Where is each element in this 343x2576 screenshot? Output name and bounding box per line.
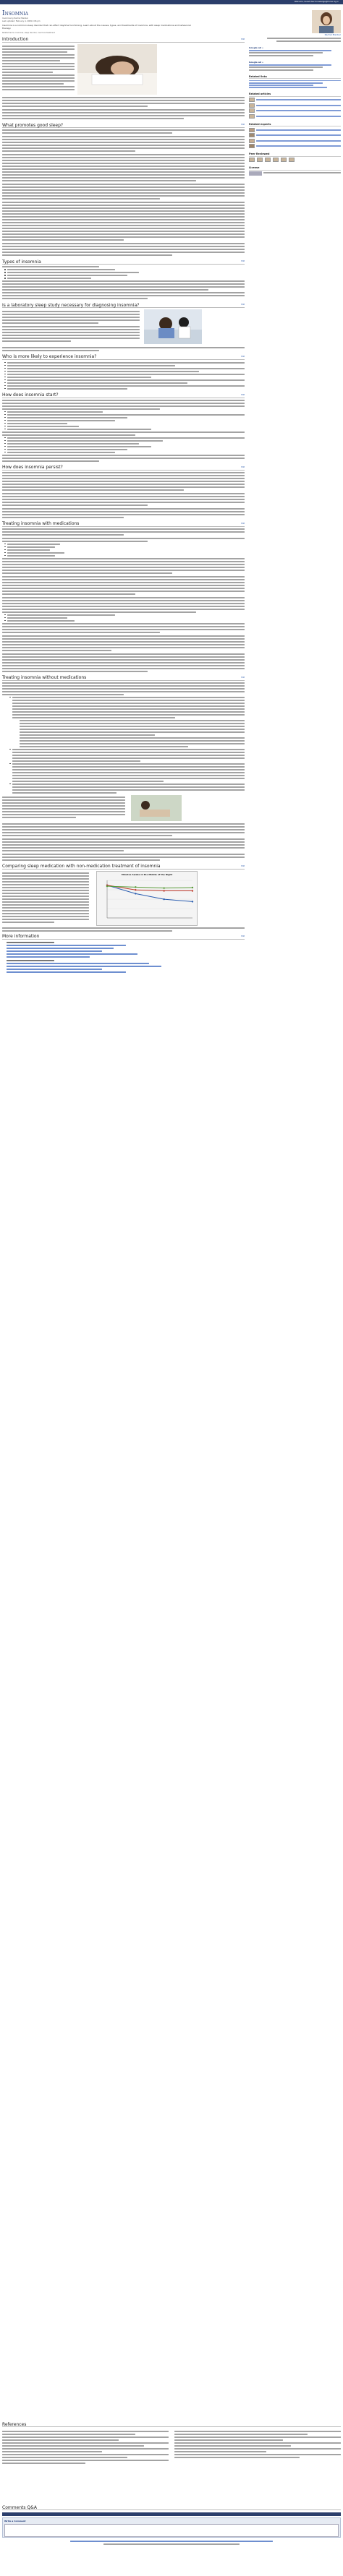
list-item <box>4 420 245 421</box>
write-comment-label: Write a Comment <box>4 2520 26 2523</box>
lab-study-text <box>2 311 140 345</box>
edit-link[interactable]: Edit <box>241 393 245 396</box>
types-list <box>2 269 245 279</box>
data-point <box>135 893 136 894</box>
section-who-likely <box>2 355 245 390</box>
references-column-1 <box>2 2431 169 2465</box>
edit-link[interactable]: Edit <box>241 676 245 679</box>
list-item <box>4 365 245 366</box>
list-item <box>4 617 245 619</box>
list-item <box>4 269 245 270</box>
license-title: License <box>249 166 341 171</box>
list-item[interactable] <box>249 98 341 102</box>
list-item[interactable] <box>249 80 341 82</box>
data-point <box>192 901 193 902</box>
list-item <box>4 449 245 450</box>
list-item <box>4 552 245 554</box>
google-ad-2[interactable]: Google ad » <box>249 61 341 71</box>
list-item <box>4 440 245 442</box>
list-item <box>4 385 245 387</box>
list-item[interactable] <box>249 85 341 86</box>
section-how-start <box>2 393 245 462</box>
page-title: Insomnia <box>2 10 28 17</box>
chart-title: Minutes Awake in the Middle of the Night <box>121 872 173 876</box>
section-title: Treating insomnia with medications <box>2 521 80 527</box>
author-photo <box>312 10 341 33</box>
article-author[interactable]: Insomnia by Rachel Manber <box>2 17 28 20</box>
data-point <box>135 889 136 890</box>
data-point <box>192 890 193 891</box>
section-types <box>2 259 245 299</box>
intro-text <box>2 46 75 96</box>
list-item <box>9 697 245 698</box>
list-item <box>4 374 245 375</box>
section-comparison <box>2 864 245 931</box>
related-links-title: Related links <box>249 75 341 80</box>
article-date: Last updated: February 4, 2009 2:06 pm <box>2 20 41 22</box>
list-item <box>4 437 245 439</box>
list-item <box>4 620 245 622</box>
section-title: Types of insomnia <box>2 259 41 265</box>
comment-textarea[interactable] <box>4 2524 339 2537</box>
list-item <box>4 423 245 424</box>
footer-links[interactable] <box>2 2541 341 2545</box>
list-item <box>4 388 245 390</box>
section-title: Introduction <box>2 37 29 43</box>
section-title: Who is more likely to experience insomnia? <box>2 354 97 360</box>
section-comments <box>2 2505 341 2545</box>
section-lab-study <box>2 303 245 351</box>
section-good-sleep <box>2 123 245 256</box>
section-introduction <box>2 38 245 120</box>
author-name[interactable]: Rachel Manber <box>324 33 341 36</box>
data-point <box>163 887 164 888</box>
intro-photo <box>77 44 157 96</box>
user-links[interactable]: Welcome, Guest User Knowledge@Home log in <box>294 1 339 3</box>
who-likely-list <box>2 362 245 390</box>
section-without-medications <box>2 676 245 861</box>
data-point <box>106 885 108 886</box>
comparison-text <box>2 872 89 926</box>
sleep-lab-image <box>144 309 202 344</box>
data-point <box>135 886 136 888</box>
article-summary: Insomnia is a common sleep disorder that can affect daytime functioning. Learn about the causes, types, and treatments of insomnia, with sleep medications and behavioral therapy. <box>2 24 191 30</box>
cc-license-icon[interactable] <box>249 171 262 176</box>
list-item <box>4 452 245 453</box>
list-item <box>4 382 245 384</box>
edit-link[interactable]: Edit <box>241 935 245 937</box>
list-item <box>4 614 245 616</box>
article-keywords: Related terms: Insomnia, sleep disorder, insomnia treatment <box>2 31 55 34</box>
list-item[interactable] <box>249 87 341 88</box>
section-title: More information <box>2 934 40 940</box>
types-text <box>2 280 245 299</box>
reviewer-avatar[interactable] <box>249 158 255 162</box>
section-title: How does insomnia start? <box>2 392 59 398</box>
list-item <box>9 763 245 765</box>
comments-toolbar <box>2 2512 341 2516</box>
line-chart <box>97 876 198 924</box>
author-box <box>249 10 341 42</box>
list-item[interactable] <box>249 82 341 84</box>
more-info-links[interactable] <box>2 942 245 973</box>
reviewer-avatar[interactable] <box>289 158 295 162</box>
list-item <box>4 417 245 418</box>
list-item[interactable] <box>249 133 341 137</box>
write-comment-box[interactable] <box>2 2517 341 2538</box>
list-item <box>9 749 245 750</box>
list-item <box>4 443 245 445</box>
edit-link[interactable]: Edit <box>241 355 245 358</box>
related-articles-title: Related articles <box>249 93 341 97</box>
related-experts-title: Related experts <box>249 123 341 127</box>
relaxation-photo <box>131 795 182 822</box>
list-item <box>4 371 245 372</box>
how-start-text <box>2 400 245 410</box>
section-title: Is a laboratory sleep study necessary for diagnosing insomnia? <box>2 302 140 308</box>
section-title: References <box>2 2421 27 2427</box>
list-item <box>4 446 245 447</box>
sleeping-woman-image <box>77 44 157 95</box>
list-item[interactable] <box>249 128 341 132</box>
how-persist-text <box>2 472 245 518</box>
list-item <box>4 362 245 364</box>
sidebar <box>249 10 341 180</box>
medications-list <box>2 544 245 557</box>
good-sleep-text <box>2 129 245 256</box>
list-item <box>4 411 245 413</box>
cbt-list <box>2 697 245 794</box>
list-item <box>4 544 245 545</box>
top-navigation-bar <box>0 0 343 4</box>
references-column-2 <box>174 2431 341 2465</box>
reviewer-avatar[interactable] <box>281 158 287 162</box>
lab-study-photo <box>144 309 202 345</box>
list-item <box>4 549 245 551</box>
list-item <box>9 783 245 785</box>
data-point <box>163 890 164 891</box>
list-item <box>4 272 245 273</box>
edit-link[interactable]: Edit <box>241 124 245 126</box>
how-start-list-1 <box>2 411 245 430</box>
list-item[interactable] <box>249 108 341 113</box>
list-item <box>4 275 245 276</box>
related-experts <box>249 123 341 149</box>
reviewer-avatar[interactable] <box>273 158 279 162</box>
reviewer-avatar[interactable] <box>257 158 263 162</box>
section-title: Treating insomnia without medications <box>2 675 87 681</box>
edit-link[interactable]: Edit <box>241 260 245 263</box>
data-point <box>192 886 193 888</box>
comparison-chart <box>96 871 198 926</box>
medications-text <box>2 528 245 542</box>
list-item[interactable] <box>249 103 341 108</box>
list-item <box>4 414 245 416</box>
data-point <box>163 898 164 900</box>
list-item[interactable] <box>249 114 341 119</box>
main-column <box>2 10 245 974</box>
section-more-info <box>2 935 245 973</box>
edit-link[interactable]: Edit <box>241 38 245 40</box>
list-item <box>4 278 245 279</box>
peer-reviewed-title: Peer Reviewed <box>249 153 341 157</box>
list-item <box>4 429 245 430</box>
relaxation-image <box>131 795 182 821</box>
license-box <box>249 166 341 176</box>
list-item <box>4 377 245 378</box>
reviewer-avatar[interactable] <box>265 158 271 162</box>
list-item <box>4 379 245 381</box>
edit-link[interactable]: Edit <box>241 522 245 525</box>
section-title: How does insomnia persist? <box>2 465 63 471</box>
list-item <box>4 368 245 369</box>
edit-link[interactable]: Edit <box>241 465 245 468</box>
related-articles <box>249 93 341 119</box>
section-references <box>2 2422 341 2465</box>
section-title: Comments Q&A <box>2 2504 37 2510</box>
edit-link[interactable]: Edit <box>241 304 245 306</box>
list-item <box>4 426 245 427</box>
google-ad-1[interactable]: Google ad » <box>249 46 341 56</box>
section-title: What promotes good sleep? <box>2 122 64 128</box>
list-item <box>4 546 245 548</box>
list-item <box>4 555 245 557</box>
list-item[interactable] <box>249 144 341 148</box>
section-how-persist <box>2 465 245 518</box>
peer-reviewed <box>249 153 341 162</box>
section-title: Comparing sleep medication with non-medication treatment of insomnia <box>2 864 161 870</box>
related-links <box>249 75 341 89</box>
edit-link[interactable]: Edit <box>241 864 245 867</box>
without-medications-text <box>2 682 245 695</box>
how-start-list-2 <box>2 437 245 453</box>
intro-text-continued <box>2 97 245 119</box>
list-item[interactable] <box>249 139 341 143</box>
section-medications <box>2 522 245 672</box>
